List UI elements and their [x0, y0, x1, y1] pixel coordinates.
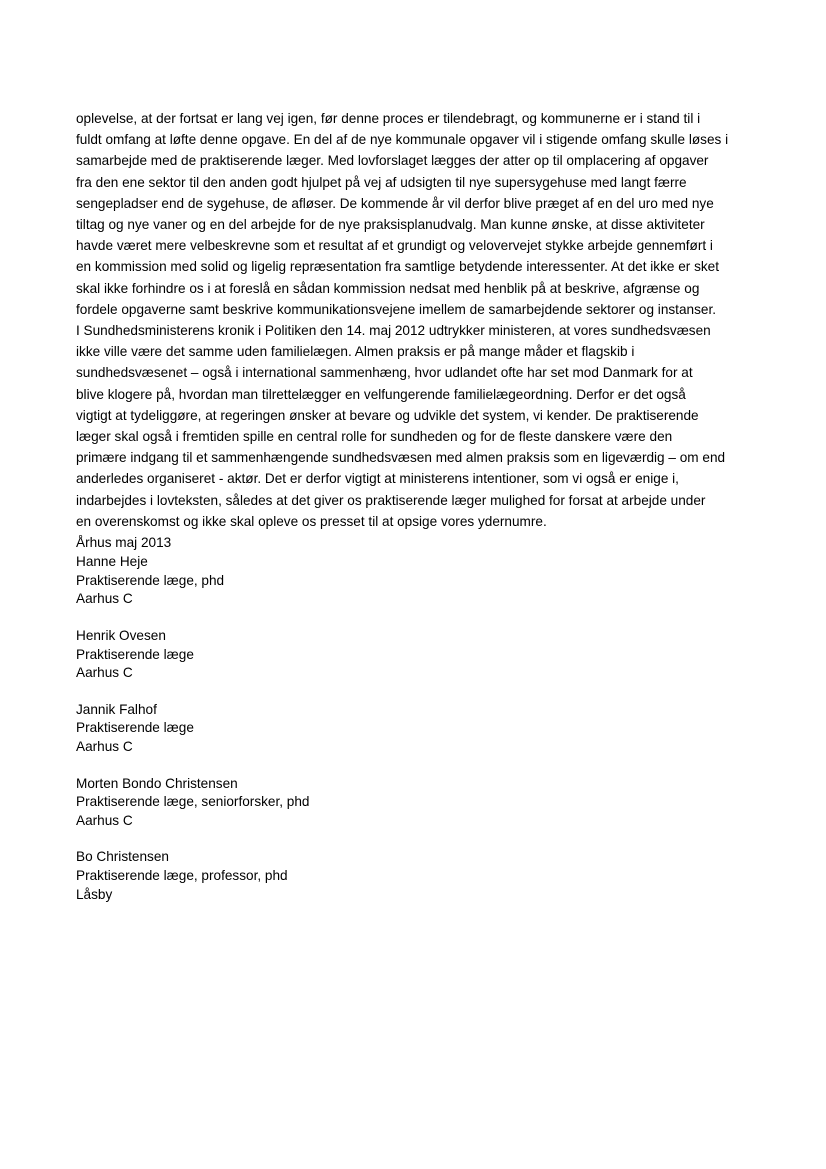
date-line: Århus maj 2013 [76, 535, 172, 551]
signatory-location: Aarhus C [76, 591, 133, 607]
signatory-title: Praktiserende læge, professor, phd [76, 867, 288, 883]
paragraph-line: primære indgang til et sammenhængende sundhedsvæsen med almen praksis som en ligeværdig – om end [76, 450, 726, 466]
signatory-title: Praktiserende læge [76, 720, 194, 736]
signatory-location: Låsby [76, 886, 113, 902]
body-paragraph-2 [76, 320, 756, 532]
signatory-block [76, 701, 756, 757]
signatory-location: Aarhus C [76, 665, 133, 681]
signatory-title: Praktiserende læge, phd [76, 572, 225, 588]
signatory-name: Bo Christensen [76, 849, 169, 865]
document-page [76, 108, 756, 922]
paragraph-line: vigtigt at tydeliggøre, at regeringen ønsker at bevare og udvikle det system, vi kender. De praktiserende [76, 407, 699, 423]
signatory-name: Jannik Falhof [76, 701, 157, 717]
signatory-title: Praktiserende læge [76, 646, 194, 662]
paragraph-line: sengepladser end de sygehuse, de afløser. De kommende år vil derfor blive præget af en del uro med nye [76, 195, 714, 211]
paragraph-line: sundhedsvæsenet – også i international sammenhæng, hvor udlandet ofte har set mod Danmark for at [76, 365, 693, 381]
signatory-name: Henrik Ovesen [76, 628, 166, 644]
paragraph-line: samarbejde med de praktiserende læger. Med lovforslaget lægges der atter op til omplacering af opgaver [76, 153, 709, 169]
signatory-name: Morten Bondo Christensen [76, 775, 238, 791]
signatory-location: Aarhus C [76, 739, 133, 755]
paragraph-line: oplevelse, at der fortsat er lang vej igen, før denne proces er tilendebragt, og kommunerne er i stand til i [76, 111, 701, 126]
signatory-block [76, 553, 756, 609]
paragraph-line: en kommission med solid og ligelig repræsentation fra samtlige betydende interessenter. At det ikke er sket [76, 259, 720, 275]
paragraph-line: skal ikke forhindre os i at foreslå en sådan kommission nedsat med henblik på at beskrive, afgrænse og [76, 280, 700, 296]
paragraph-line: fordele opgaverne samt beskrive kommunikationsvejene imellem de samarbejdende sektorer og instanser. [76, 301, 716, 317]
signatory-title: Praktiserende læge, seniorforsker, phd [76, 794, 310, 810]
signatory-block [76, 627, 756, 683]
paragraph-line: ikke ville være det samme uden familielægen. Almen praksis er på mange måder et flagskib i [76, 344, 635, 360]
paragraph-line: anderledes organiseret - aktør. Det er derfor vigtigt at ministerens intentioner, som vi også er enige i, [76, 471, 679, 487]
paragraph-line: indarbejdes i lovteksten, således at det giver os praktiserende læger mulighed for forsat at arbejde under [76, 492, 706, 508]
paragraph-line: fra den ene sektor til den anden godt hjulpet på vej af udsigten til nye supersygehuse med langt færre [76, 174, 687, 190]
paragraph-line: I Sundhedsministerens kronik i Politiken den 14. maj 2012 udtrykker ministeren, at vores sundhedsvæsen [76, 323, 711, 339]
signatory-block [76, 848, 756, 904]
signatory-name: Hanne Heje [76, 554, 148, 570]
paragraph-line: fuldt omfang at løfte denne opgave. En del af de nye kommunale opgaver vil i stigende omfang skulle løses i [76, 132, 729, 148]
body-paragraph-1 [76, 108, 756, 320]
signatory-block [76, 775, 756, 831]
paragraph-line: havde været mere velbeskrevne som et resultat af et grundigt og velovervejet stykke arbejde gennemført i [76, 238, 713, 254]
paragraph-line: blive klogere på, hvordan man tilrettelægger en velfungerende familielægeordning. Derfor er det også [76, 386, 686, 402]
paragraph-line: tiltag og nye vaner og en del arbejde for de nye praksisplanudvalg. Man kunne ønske, at disse aktiviteter [76, 217, 705, 233]
paragraph-line: læger skal også i fremtiden spille en central rolle for sundheden og for de fleste danskere være den [76, 429, 673, 445]
signatory-location: Aarhus C [76, 812, 133, 828]
paragraph-line: en overenskomst og ikke skal opleve os presset til at opsige vores ydernumre. [76, 513, 547, 529]
